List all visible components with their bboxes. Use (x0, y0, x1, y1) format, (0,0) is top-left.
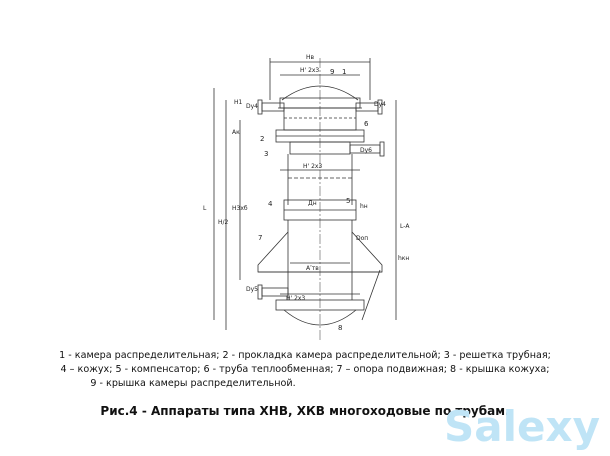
label-h-kn: hкн (398, 255, 410, 262)
label-dy5: Dу5 (246, 286, 258, 293)
label-dop: Dоп (356, 235, 369, 242)
callout-6: 6 (364, 120, 369, 128)
callout-3: 3 (264, 150, 269, 158)
label-dn: Дн (308, 200, 317, 207)
callout-1: 1 (342, 68, 347, 76)
label-dy4-left: Dу4 (246, 103, 258, 110)
label-hv: Нв (306, 54, 315, 61)
label-l: L (203, 205, 207, 212)
callout-4: 4 (268, 200, 273, 208)
label-h-inner: Н3хб (232, 205, 248, 212)
label-a-kn: Ак (232, 129, 240, 136)
legend-line-2: 4 – кожух; 5 - компенсатор; 6 - труба теплообменная; 7 – опора подвижная; 8 - крышка кожуха; (60, 364, 550, 375)
label-h-band: hн (360, 203, 368, 210)
figure-caption: Рис.4 - Аппараты типа ХНВ, ХКВ многоходовые по трубам. (100, 404, 510, 418)
label-h-half-mid: Н' 2х3 (303, 163, 323, 170)
label-a-tv: Аʹтв (306, 265, 319, 272)
callout-7: 7 (258, 234, 263, 242)
label-h-half-bot: Н' 2х3 (286, 295, 306, 302)
salexy-watermark: Salexy (444, 402, 600, 451)
callout-8: 8 (338, 324, 343, 332)
legend-line-1: 1 - камера распределительная; 2 - прокладка камера распределительной; 3 - решетка трубная; (59, 350, 551, 361)
label-h-half-top: Н' 2х3 (300, 67, 320, 74)
callout-2: 2 (260, 135, 265, 143)
label-l-right: L-А (400, 223, 410, 230)
callout-9: 9 (330, 68, 335, 76)
callout-5: 5 (346, 197, 351, 205)
label-h-left: Н/2 (218, 219, 229, 226)
label-dy4-right: Dу4 (374, 101, 386, 108)
label-dy6: Dу6 (360, 147, 372, 154)
label-h1: Н1 (234, 99, 243, 106)
legend-line-3: 9 - крышка камеры распределительной. (90, 378, 296, 389)
